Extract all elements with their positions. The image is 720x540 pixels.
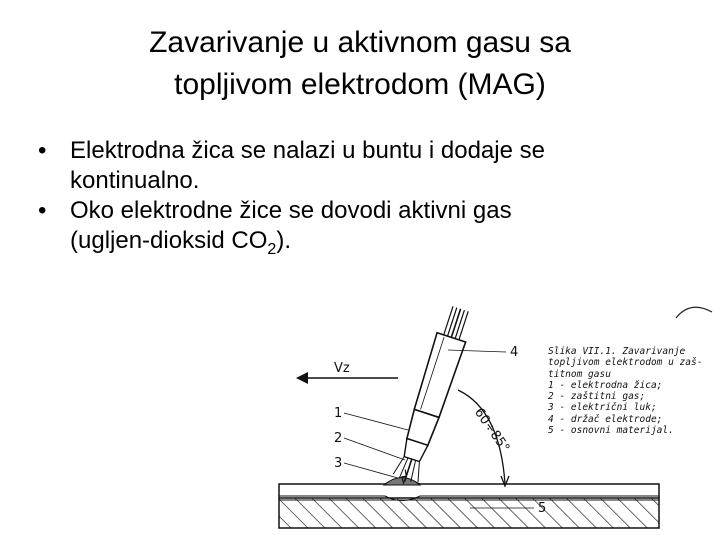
bullet-1-line-2: kontinualno. <box>70 167 200 194</box>
bullet-item-2 <box>38 196 678 256</box>
label-4: 4 <box>510 345 519 360</box>
caption-line: 2 - zaštitni gas; <box>548 391 646 403</box>
title-line-1: Zavarivanje u aktivnom gasu sa <box>149 26 571 59</box>
welding-speed-arrow <box>296 361 398 384</box>
co2-subscript: 2 <box>267 241 277 258</box>
caption-line: 4 - držač elektrode; <box>548 413 663 425</box>
bullet-marker: • <box>38 197 47 224</box>
bullet-2-line-2 <box>70 226 678 256</box>
angle-label: 60÷85° <box>470 405 513 456</box>
label-2: 2 <box>334 431 343 446</box>
decorative-curve <box>676 307 712 318</box>
bullet-item-1 <box>38 136 678 196</box>
caption-line: Slika VII.1. Zavarivanje <box>548 346 686 357</box>
label-3: 3 <box>334 456 343 471</box>
slide-title <box>40 22 680 106</box>
bullet-1-line-1: Elektrodna žica se nalazi u buntu i dodaje se <box>70 137 545 164</box>
title-line-2: topljivom elektrodom (MAG) <box>174 68 546 101</box>
bullet-2-text-pre: (ugljen-dioksid CO <box>70 227 268 254</box>
caption-line: 5 - osnovni materijal. <box>548 425 674 437</box>
caption-line: topljivom elektrodom u zaš- <box>548 357 703 369</box>
label-5: 5 <box>538 501 547 516</box>
bullet-2-text-post: ). <box>276 227 291 254</box>
bullet-2-line-1: Oko elektrodne žice se dovodi aktivni gas <box>70 197 512 224</box>
label-1: 1 <box>334 406 343 421</box>
caption-line: 1 - elektrodna žica; <box>548 379 663 391</box>
speed-label: Vz <box>334 361 350 376</box>
base-material <box>279 480 659 528</box>
bullet-list <box>38 136 678 256</box>
bullet-marker: • <box>38 137 47 164</box>
caption-line: 3 - električni luk; <box>548 402 657 414</box>
caption-line: titnom gasu <box>548 368 611 380</box>
welding-torch <box>389 304 474 488</box>
figure-caption <box>548 346 718 436</box>
